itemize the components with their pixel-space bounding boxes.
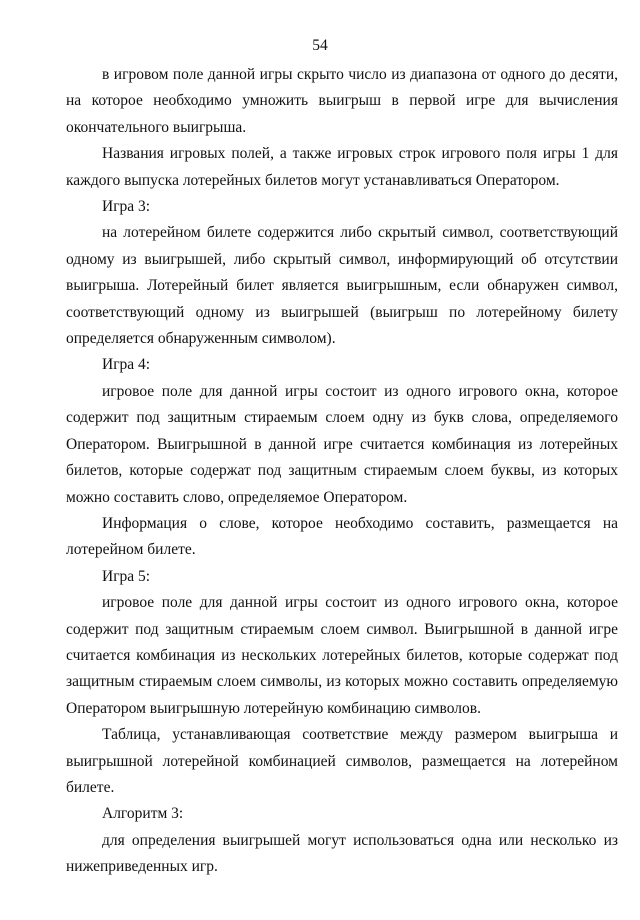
paragraph-game-4: игровое поле для данной игры состоит из одного игрового окна, которое содержит под защитным стираемым слоем одну из букв слова, определяемого Оператором. Выигрышной в данной игре считается комбинация из лотерейных билетов, которые содержат под защитным стираемым слоем буквы, из которых можно составить слово, определяемое Оператором. [66,382,618,506]
paragraph-field-names: Названия игровых полей, а также игровых строк игрового поля игры 1 для каждого выпуска лотерейных билетов могут устанавливаться Оператором. [66,145,618,189]
heading-game-3: Игра 3: [102,198,151,216]
paragraph-game2-multiplier: в игровом поле данной игры скрыто число из диапазона от одного до десяти, на которое необходимо умножить выигрыш в первой игре для вычисления окончательного выигрыша. [66,66,618,136]
document-body [66,62,618,881]
heading-algorithm-3: Алгоритм 3: [102,805,184,823]
heading-game-5: Игра 5: [102,567,151,585]
heading-game-4: Игра 4: [102,356,151,374]
paragraph-algorithm-3: для определения выигрышей могут использоваться одна или несколько из нижеприведенных игр. [66,831,618,876]
paragraph-game-3: на лотерейном билете содержится либо скрытый символ, соответствующий одному из выигрышей, либо скрытый символ, информирующий об отсутствии выигрыша. Лотерейный билет является выигрышным, если обнаружен символ, соответствующий одному из выигрышей (выигрыш по лотерейному билету определяется обнаруженным символом). [66,224,618,348]
paragraph-game-5: игровое поле для данной игры состоит из одного игрового окна, которое содержит под защитным стираемым слоем символ. Выигрышной в данной игре считается комбинация из нескольких лотерейных билетов, которые содержат под защитным стираемым слоем символы, из которых можно составить определяемую Оператором выигрышную лотерейную комбинацию символов. [66,594,618,717]
page-number: 54 [312,37,328,54]
paragraph-word-info: Информация о слове, которое необходимо составить, размещается на лотерейном билете. [66,514,618,559]
paragraph-prize-table: Таблица, устанавливающая соответствие между размером выигрыша и выигрышной лотерейной комбинацией символов, размещается на лотерейном билете. [66,726,618,796]
